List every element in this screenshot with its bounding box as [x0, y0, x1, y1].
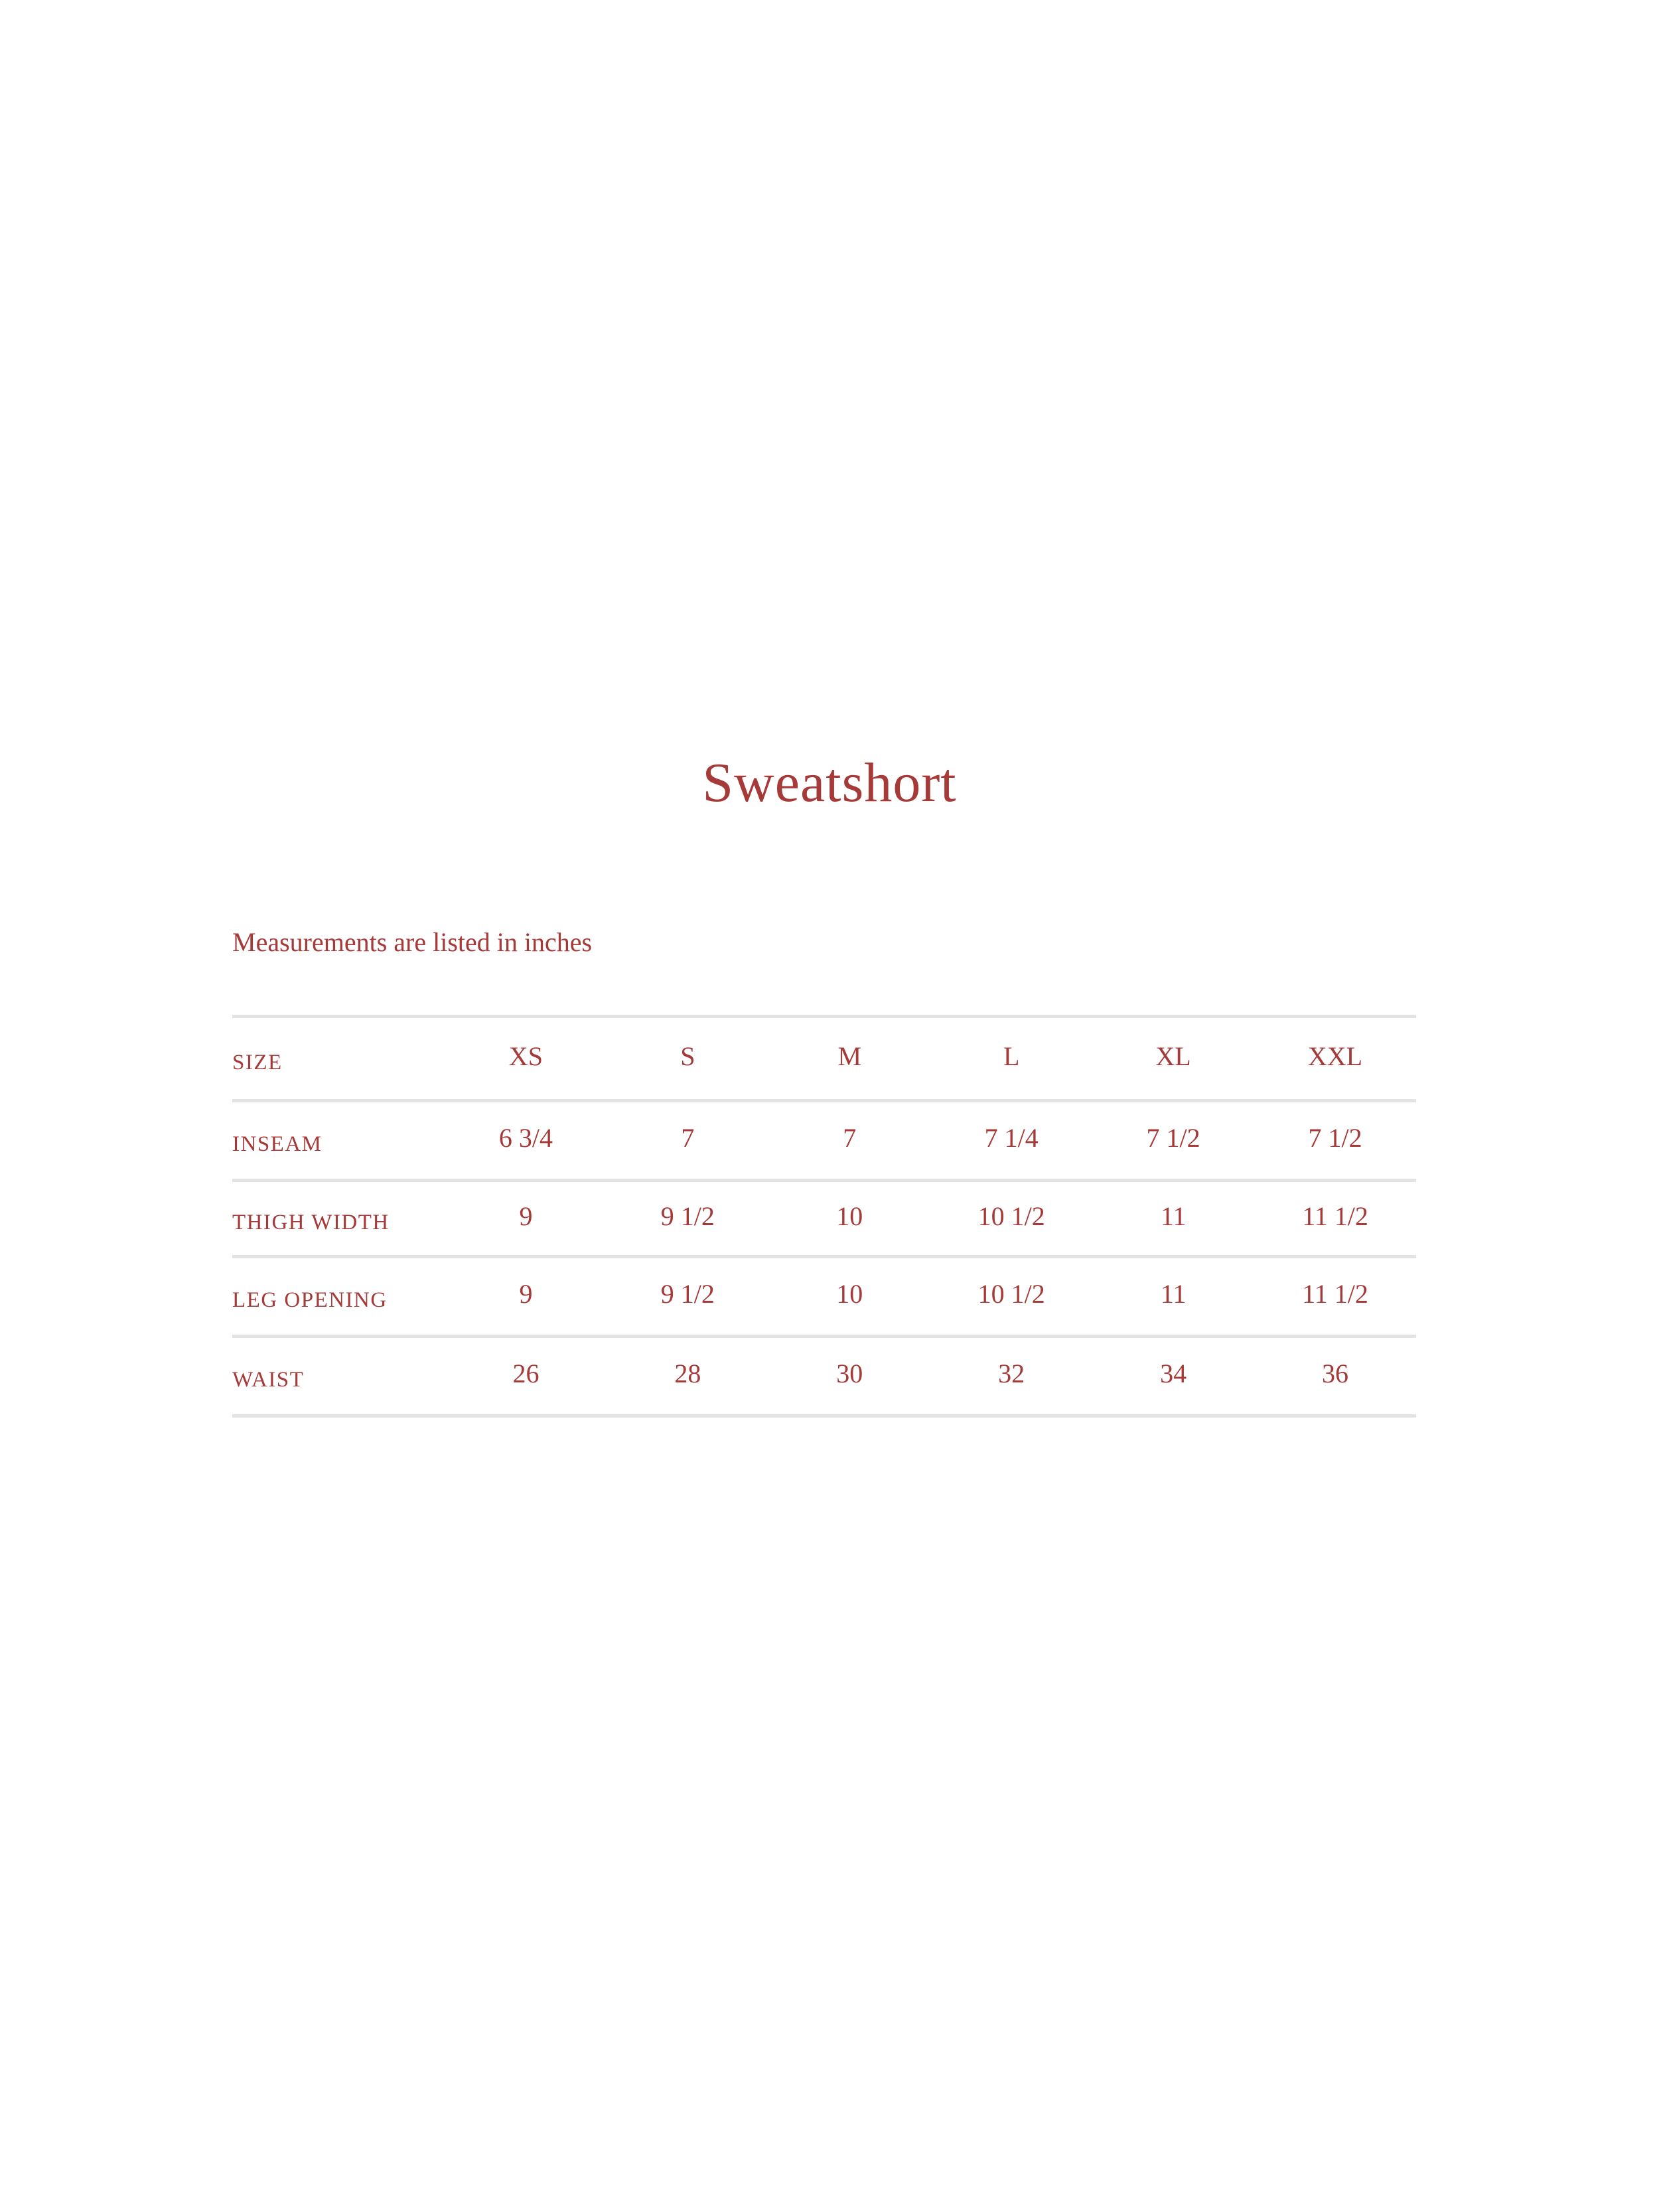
row-label-waist: WAIST	[232, 1337, 445, 1416]
size-xxl-header: XXL	[1254, 1017, 1416, 1101]
size-l-header: L	[930, 1017, 1092, 1101]
table-cell: 32	[930, 1337, 1092, 1416]
measurement-note: Measurements are listed in inches	[232, 927, 593, 957]
table-cell: 9	[445, 1181, 607, 1257]
table-row-waist	[232, 1337, 1416, 1416]
table-row-thigh-width	[232, 1181, 1416, 1257]
size-header-label: SIZE	[232, 1017, 445, 1101]
size-chart-table	[232, 1015, 1416, 1418]
table-cell: 6 3/4	[445, 1101, 607, 1181]
size-xs-header: XS	[445, 1017, 607, 1101]
row-label-leg-opening: LEG OPENING	[232, 1257, 445, 1337]
table-cell: 7 1/2	[1092, 1101, 1254, 1181]
row-label-thigh-width: THIGH WIDTH	[232, 1181, 445, 1257]
table-cell: 30	[768, 1337, 930, 1416]
table-cell: 26	[445, 1337, 607, 1416]
size-chart	[232, 1015, 1416, 1418]
row-label-inseam: INSEAM	[232, 1101, 445, 1181]
size-xl-header: XL	[1092, 1017, 1254, 1101]
table-cell: 9 1/2	[607, 1257, 768, 1337]
size-s-header: S	[607, 1017, 768, 1101]
table-cell: 11 1/2	[1254, 1181, 1416, 1257]
table-cell: 7 1/2	[1254, 1101, 1416, 1181]
table-row-leg-opening	[232, 1257, 1416, 1337]
size-m-header: M	[768, 1017, 930, 1101]
table-cell: 11 1/2	[1254, 1257, 1416, 1337]
table-cell: 10	[768, 1257, 930, 1337]
table-cell: 9	[445, 1257, 607, 1337]
table-cell: 7	[607, 1101, 768, 1181]
table-cell: 7 1/4	[930, 1101, 1092, 1181]
page-title: Sweatshort	[702, 752, 957, 814]
table-cell: 9 1/2	[607, 1181, 768, 1257]
table-cell: 7	[768, 1101, 930, 1181]
table-cell: 10 1/2	[930, 1257, 1092, 1337]
table-cell: 34	[1092, 1337, 1254, 1416]
size-header-row	[232, 1017, 1416, 1101]
table-cell: 36	[1254, 1337, 1416, 1416]
table-cell: 28	[607, 1337, 768, 1416]
table-cell: 10 1/2	[930, 1181, 1092, 1257]
table-cell: 11	[1092, 1257, 1254, 1337]
table-cell: 10	[768, 1181, 930, 1257]
table-row-inseam	[232, 1101, 1416, 1181]
table-cell: 11	[1092, 1181, 1254, 1257]
